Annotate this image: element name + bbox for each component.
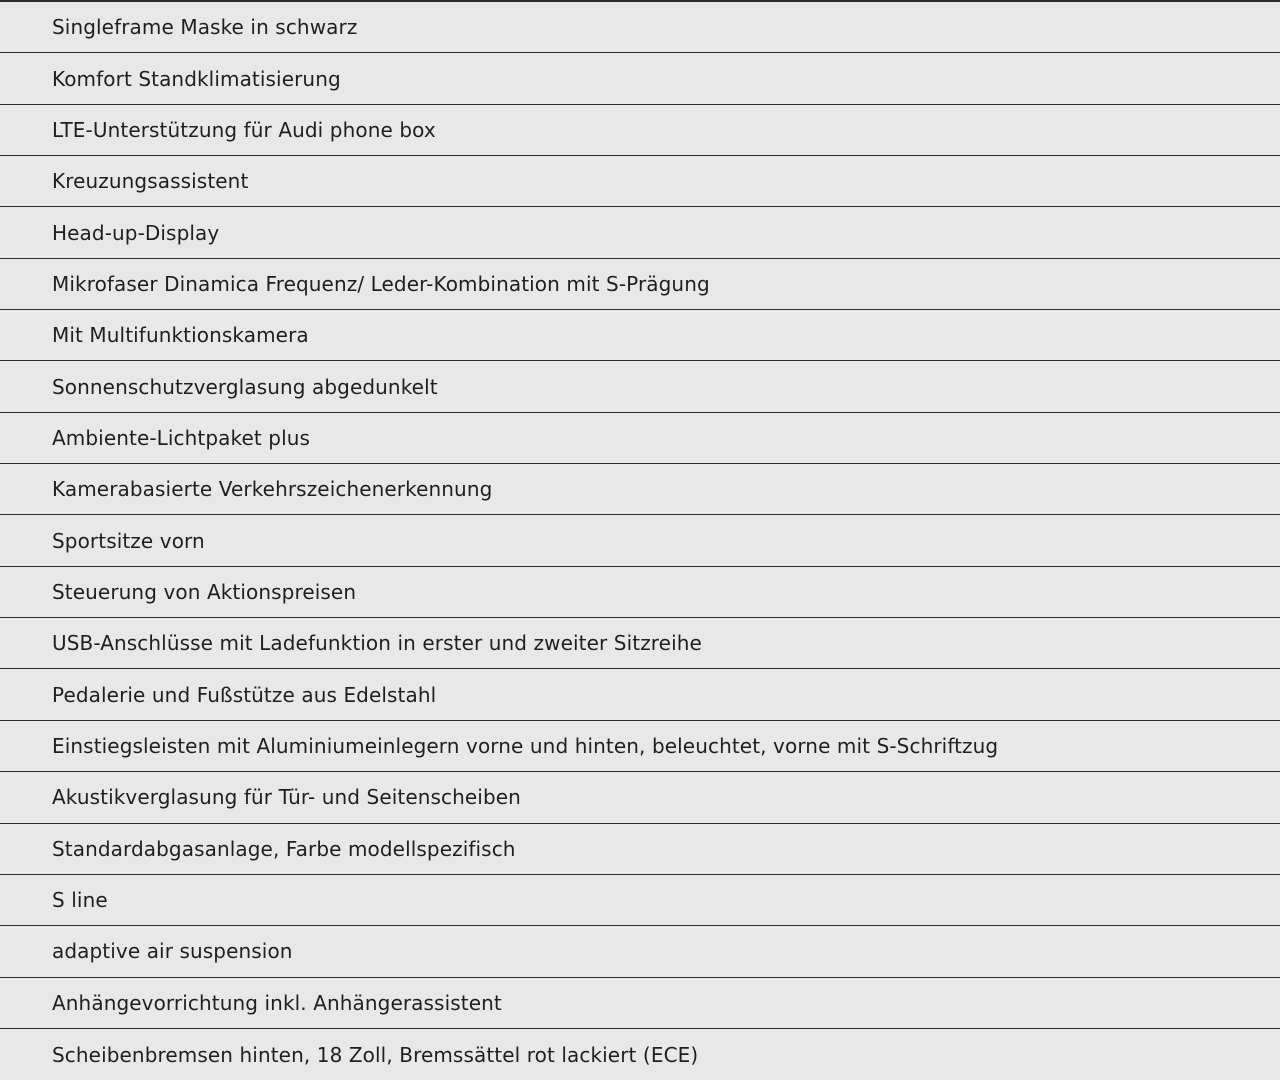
list-item: Akustikverglasung für Tür- und Seitenscheiben: [0, 772, 1280, 823]
list-item: Komfort Standklimatisierung: [0, 53, 1280, 104]
list-item: Mit Multifunktionskamera: [0, 310, 1280, 361]
list-item: LTE-Unterstützung für Audi phone box: [0, 105, 1280, 156]
list-item: Mikrofaser Dinamica Frequenz/ Leder-Kombination mit S-Prägung: [0, 259, 1280, 310]
list-item: adaptive air suspension: [0, 926, 1280, 977]
list-item: Anhängevorrichtung inkl. Anhängerassistent: [0, 978, 1280, 1029]
list-item: Sonnenschutzverglasung abgedunkelt: [0, 361, 1280, 412]
list-item: Standardabgasanlage, Farbe modellspezifisch: [0, 824, 1280, 875]
list-item: Scheibenbremsen hinten, 18 Zoll, Bremssättel rot lackiert (ECE): [52, 1042, 699, 1067]
list-item: Steuerung von Aktionspreisen: [0, 567, 1280, 618]
list-item: Singleframe Maske in schwarz: [0, 2, 1280, 53]
list-item: S line: [0, 875, 1280, 926]
list-item: Pedalerie und Fußstütze aus Edelstahl: [0, 669, 1280, 720]
list-item: USB-Anschlüsse mit Ladefunktion in erster und zweiter Sitzreihe: [0, 618, 1280, 669]
list-item: Kreuzungsassistent: [0, 156, 1280, 207]
list-item: Ambiente-Lichtpaket plus: [0, 413, 1280, 464]
list-item: Kamerabasierte Verkehrszeichenerkennung: [0, 464, 1280, 515]
list-item: Head-up-Display: [0, 207, 1280, 258]
list-item: Einstiegsleisten mit Aluminiumeinlegern vorne und hinten, beleuchtet, vorne mit S-Schriftzug: [0, 721, 1280, 772]
list-item: Sportsitze vorn: [0, 515, 1280, 566]
